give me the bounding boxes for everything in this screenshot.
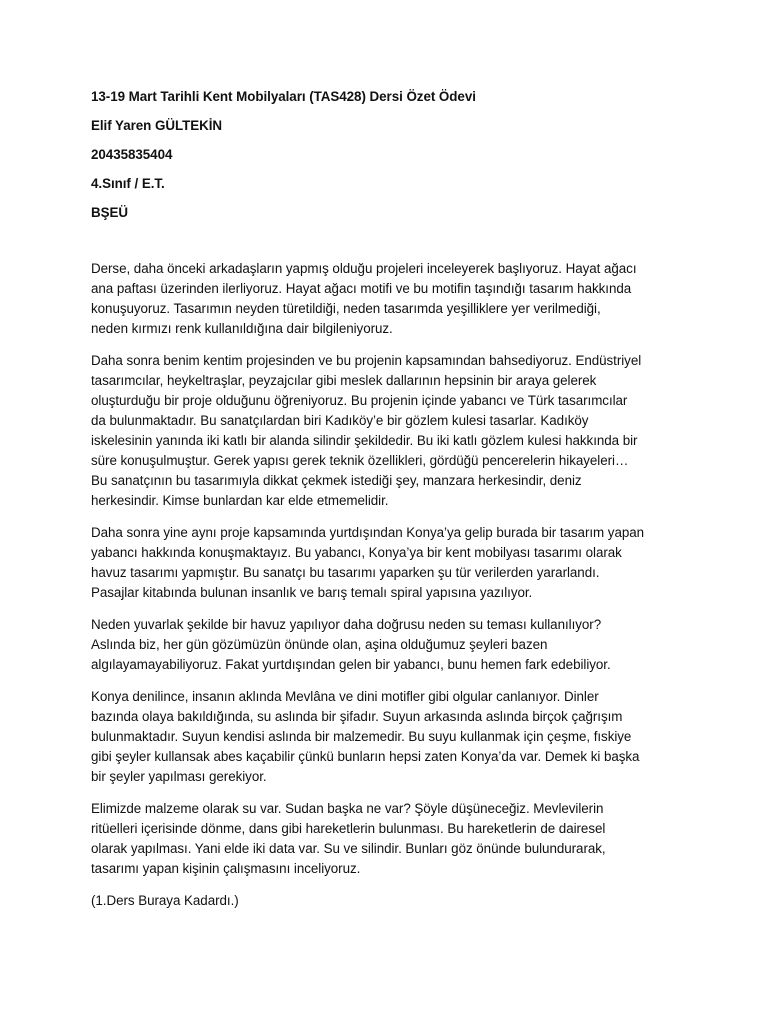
text-line: Derse, daha önceki arkadaşların yapmış olduğu projeleri inceleyerek başlıyoruz. Hayat ağacı xyxy=(91,261,637,276)
text-line: Neden yuvarlak şekilde bir havuz yapılıyor daha doğrusu neden su teması kullanılıyor? xyxy=(91,617,602,632)
document-body xyxy=(91,259,691,923)
text-line: Daha sonra benim kentim projesinden ve bu projenin kapsamından bahsediyoruz. Endüstriyel xyxy=(91,353,642,368)
text-line: Bu sanatçının bu tasarımıyla dikkat çekmek istediği şey, manzara herkesindir, deniz xyxy=(91,473,582,488)
text-line: herkesindir. Kimse bunlardan kar elde etmemelidir. xyxy=(91,493,389,508)
text-line: Pasajlar kitabında bulunan insanlık ve barış temalı spiral yapısına yazılıyor. xyxy=(91,585,533,600)
paragraph xyxy=(91,687,691,787)
document-header xyxy=(91,88,691,233)
text-line: algılayamayabiliyoruz. Fakat yurtdışından gelen bir yabancı, bunu hemen fark edebiliyor. xyxy=(91,657,611,672)
text-line: havuz tasarımı yapmıştır. Bu sanatçı bu tasarımı yaparken şu tür verilerden yararlandı. xyxy=(91,565,600,580)
text-line: ana paftası üzerinden ilerliyoruz. Hayat ağacı motifi ve bu motifin taşındığı tasarım hakkında xyxy=(91,281,632,296)
text-line: (1.Ders Buraya Kadardı.) xyxy=(91,893,239,908)
class-info: 4.Sınıf / E.T. xyxy=(91,176,165,191)
document-title: 13-19 Mart Tarihli Kent Mobilyaları (TAS428) Dersi Özet Ödevi xyxy=(91,89,476,104)
text-line: olarak yapılması. Yani elde iki data var. Su ve silindir. Bunları göz önünde bulundurarak, xyxy=(91,841,606,856)
author-name: Elif Yaren GÜLTEKİN xyxy=(91,118,223,133)
text-line: oluşturduğu bir proje olduğunu öğreniyoruz. Bu projenin içinde yabancı ve Türk tasarımcılar xyxy=(91,393,628,408)
paragraph xyxy=(91,615,691,675)
paragraph xyxy=(91,891,691,911)
text-line: tasarımcılar, heykeltraşlar, peyzajcılar gibi meslek dallarının hepsinin bir araya gelerek xyxy=(91,373,597,388)
text-line: iskelesinin yanında iki katlı bir alanda silindir şekildedir. Bu iki katlı gözlem kulesi hakkında bir xyxy=(91,433,638,448)
paragraph xyxy=(91,351,691,511)
text-line: neden kırmızı renk kullanıldığına dair bilgileniyoruz. xyxy=(91,321,393,336)
text-line: Aslında biz, her gün gözümüzün önünde olan, aşina olduğumuz şeyleri bazen xyxy=(91,637,548,652)
text-line: tasarımı yapan kişinin çalışmasını inceliyoruz. xyxy=(91,861,361,876)
text-line: süre konuşulmuştur. Gerek yapısı gerek teknik özellikleri, gördüğü pencerelerin hikayeleri… xyxy=(91,453,629,468)
text-line: yabancı hakkında konuşmaktayız. Bu yabancı, Konya’ya bir kent mobilyası tasarımı olarak xyxy=(91,545,622,560)
university-name: BŞEÜ xyxy=(91,205,129,220)
text-line: Konya denilince, insanın aklında Mevlâna ve dini motifler gibi olgular canlanıyor. Dinler xyxy=(91,689,599,704)
text-line: bir şeyler yapılması gerekiyor. xyxy=(91,769,267,784)
text-line: Daha sonra yine aynı proje kapsamında yurtdışından Konya’ya gelip burada bir tasarım yapan xyxy=(91,525,645,540)
text-line: da bulunmaktadır. Bu sanatçılardan biri Kadıköy’e bir gözlem kulesi tasarlar. Kadıköy xyxy=(91,413,589,428)
text-line: Elimizde malzeme olarak su var. Sudan başka ne var? Şöyle düşüneceğiz. Mevlevilerin xyxy=(91,801,604,816)
text-line: bazında olaya bakıldığında, su aslında bir şifadır. Suyun arkasında aslında birçok çağrışım xyxy=(91,709,623,724)
text-line: konuşuyoruz. Tasarımın neyden türetildiği, neden tasarımda yeşilliklere yer verilmediği, xyxy=(91,301,601,316)
student-number: 20435835404 xyxy=(91,147,173,162)
paragraph xyxy=(91,259,691,339)
paragraph xyxy=(91,799,691,879)
paragraph xyxy=(91,523,691,603)
text-line: ritüelleri içerisinde dönme, dans gibi hareketlerin bulunması. Bu hareketlerin de dairesel xyxy=(91,821,606,836)
text-line: bulunmaktadır. Suyun kendisi aslında bir malzemedir. Bu suyu kullanmak için çeşme, fıskiye xyxy=(91,729,632,744)
text-line: gibi şeyler kullansak abes kaçabilir çünkü bunların hepsi zaten Konya’da var. Demek ki başka xyxy=(91,749,640,764)
